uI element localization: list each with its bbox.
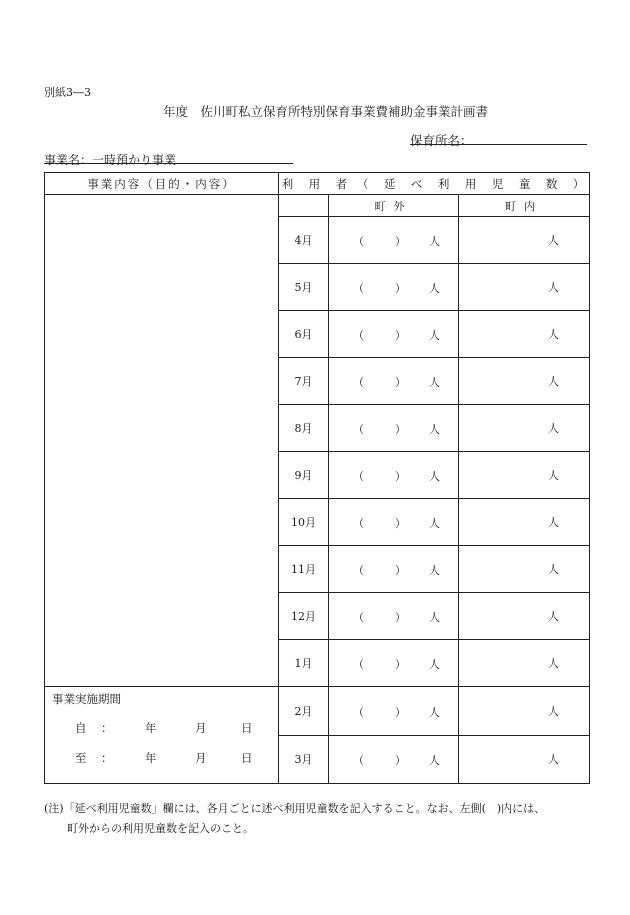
project-name-underline xyxy=(44,163,293,164)
month-row xyxy=(45,687,590,736)
unit-label: 人 xyxy=(548,657,560,670)
month-label: 3月 xyxy=(279,735,329,784)
outside-count-cell[interactable] xyxy=(329,217,459,264)
inside-count-cell[interactable] xyxy=(459,546,590,593)
nursery-name-field[interactable] xyxy=(410,144,587,145)
inside-count-cell[interactable] xyxy=(459,264,590,311)
paren-open: （ xyxy=(353,564,364,577)
outside-count-cell[interactable] xyxy=(329,735,459,784)
paren-close: ） xyxy=(395,705,406,719)
inside-count-cell[interactable] xyxy=(459,358,590,405)
paren-close: ） xyxy=(395,470,406,483)
unit-label: 人 xyxy=(548,516,560,529)
unit-label: 人 xyxy=(548,704,560,718)
outside-count-cell[interactable] xyxy=(329,593,459,640)
outside-count-cell[interactable] xyxy=(329,405,459,452)
inside-count-cell[interactable] xyxy=(459,217,590,264)
paren-close: ） xyxy=(395,611,406,624)
paren-open: （ xyxy=(353,423,364,436)
content-column-header: 事業内容（目的・内容） xyxy=(45,173,279,195)
outside-count-cell[interactable] xyxy=(329,358,459,405)
month-label: 12月 xyxy=(279,593,329,640)
paren-open: （ xyxy=(353,658,364,671)
unit-label: 人 xyxy=(548,469,560,482)
month-label: 8月 xyxy=(279,405,329,452)
to-year-label: 年 xyxy=(145,751,157,765)
period-from-label: 自 xyxy=(75,721,87,735)
unit-label: 人 xyxy=(429,564,440,577)
to-month-label: 月 xyxy=(195,751,207,765)
outside-count-cell[interactable] xyxy=(329,499,459,546)
paren-open: （ xyxy=(353,329,364,342)
from-month-label: 月 xyxy=(195,721,207,735)
paren-close: ） xyxy=(395,658,406,671)
paren-open: （ xyxy=(353,235,364,248)
paren-open: （ xyxy=(353,705,364,719)
month-label: 2月 xyxy=(279,687,329,736)
period-to-label: 至 xyxy=(75,751,87,765)
unit-label: 人 xyxy=(429,754,440,768)
sub-header-blank xyxy=(279,195,329,217)
paren-close: ） xyxy=(395,282,406,295)
unit-label: 人 xyxy=(548,281,560,294)
users-column-header: 利 用 者 （ 延 べ 利 用 児 童 数 ） xyxy=(279,173,590,195)
unit-label: 人 xyxy=(429,705,440,719)
month-label: 1月 xyxy=(279,640,329,687)
month-label: 11月 xyxy=(279,546,329,593)
note-line-1: (注)「延べ利用児童数」欄には、各月ごとに述べ利用児童数を記入すること。なお、左側( )内には、 xyxy=(44,802,546,815)
unit-label: 人 xyxy=(548,563,560,576)
outside-town-header: 町外 xyxy=(329,195,459,217)
period-label: 事業実施期間 xyxy=(52,692,121,706)
paren-open: （ xyxy=(353,376,364,389)
paren-close: ） xyxy=(395,754,406,768)
unit-label: 人 xyxy=(429,282,440,295)
unit-label: 人 xyxy=(429,329,440,342)
paren-open: （ xyxy=(353,611,364,624)
outside-count-cell[interactable] xyxy=(329,311,459,358)
inside-count-cell[interactable] xyxy=(459,311,590,358)
inside-town-header: 町内 xyxy=(459,195,590,217)
document-title: 年度 佐川町私立保育所特別保育事業費補助金事業計画書 xyxy=(163,104,489,119)
outside-count-cell[interactable] xyxy=(329,687,459,736)
note-line-2: 町外からの利用児童数を記入のこと。 xyxy=(67,822,254,835)
inside-count-cell[interactable] xyxy=(459,640,590,687)
month-label: 5月 xyxy=(279,264,329,311)
content-input-area[interactable] xyxy=(45,195,279,687)
outside-count-cell[interactable] xyxy=(329,264,459,311)
paren-open: （ xyxy=(353,754,364,768)
paren-open: （ xyxy=(353,470,364,483)
project-name-label: 事業名：一時預かり事業 xyxy=(44,153,177,167)
paren-open: （ xyxy=(353,517,364,530)
month-label: 10月 xyxy=(279,499,329,546)
month-label: 9月 xyxy=(279,452,329,499)
from-year-label: 年 xyxy=(145,721,157,735)
paren-open: （ xyxy=(353,282,364,295)
period-colon: ： xyxy=(101,721,113,735)
inside-count-cell[interactable] xyxy=(459,405,590,452)
to-day-label: 日 xyxy=(241,751,253,765)
unit-label: 人 xyxy=(429,423,440,436)
paren-close: ） xyxy=(395,329,406,342)
inside-count-cell[interactable] xyxy=(459,499,590,546)
outside-count-cell[interactable] xyxy=(329,452,459,499)
paren-close: ） xyxy=(395,235,406,248)
unit-label: 人 xyxy=(548,375,560,388)
period-colon: ： xyxy=(101,751,113,765)
outside-count-cell[interactable] xyxy=(329,640,459,687)
inside-count-cell[interactable] xyxy=(459,452,590,499)
month-label: 4月 xyxy=(279,217,329,264)
paren-close: ） xyxy=(395,423,406,436)
inside-count-cell[interactable] xyxy=(459,687,590,736)
outside-count-cell[interactable] xyxy=(329,546,459,593)
unit-label: 人 xyxy=(548,422,560,435)
inside-count-cell[interactable] xyxy=(459,593,590,640)
form-number: 別紙3―3 xyxy=(44,86,91,99)
month-label: 7月 xyxy=(279,358,329,405)
unit-label: 人 xyxy=(429,611,440,624)
unit-label: 人 xyxy=(429,470,440,483)
paren-close: ） xyxy=(395,517,406,530)
period-cell xyxy=(45,687,279,784)
unit-label: 人 xyxy=(548,610,560,623)
unit-label: 人 xyxy=(548,328,560,341)
from-day-label: 日 xyxy=(241,721,253,735)
unit-label: 人 xyxy=(548,234,560,247)
inside-count-cell[interactable] xyxy=(459,735,590,784)
unit-label: 人 xyxy=(429,235,440,248)
unit-label: 人 xyxy=(429,658,440,671)
unit-label: 人 xyxy=(429,517,440,530)
plan-table xyxy=(44,172,590,784)
unit-label: 人 xyxy=(429,376,440,389)
month-label: 6月 xyxy=(279,311,329,358)
nursery-name-label: 保育所名： xyxy=(410,133,473,148)
unit-label: 人 xyxy=(548,753,560,767)
paren-close: ） xyxy=(395,564,406,577)
paren-close: ） xyxy=(395,376,406,389)
